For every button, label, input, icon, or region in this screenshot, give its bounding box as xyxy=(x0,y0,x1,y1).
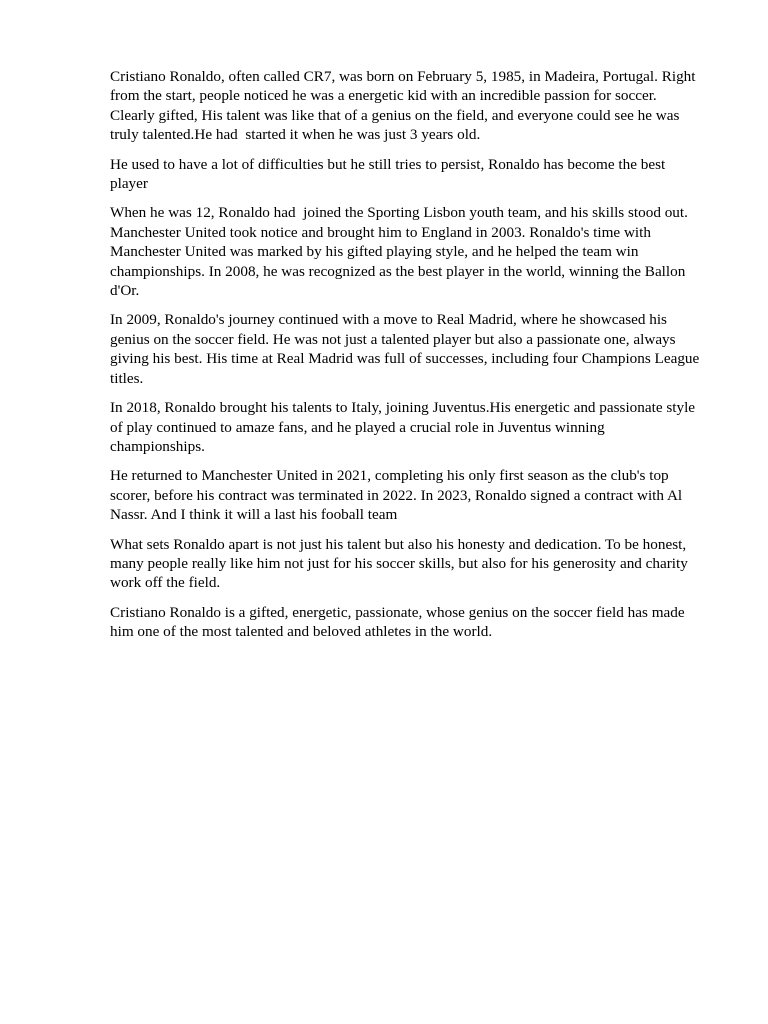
paragraph-7: What sets Ronaldo apart is not just his talent but also his honesty and dedication. To be honest, many people really like him not just for his soccer skills, but also for his generosity and charity work off the field. xyxy=(110,535,692,592)
paragraph-5: In 2018, Ronaldo brought his talents to Italy, joining Juventus.His energetic and passionate style of play continued to amaze fans, and he played a crucial role in Juventus winning championships. xyxy=(110,399,699,455)
document-body xyxy=(110,67,704,652)
paragraph-6: He returned to Manchester United in 2021, completing his only first season as the club's top scorer, before his contract was terminated in 2022. In 2023, Ronaldo signed a contract with Al Nassr. And I think it will a last his fooball team xyxy=(110,467,686,524)
paragraph-4: In 2009, Ronaldo's journey continued with a move to Real Madrid, where he showcased his genius on the soccer field. He was not just a talented player but also a passionate one, always giving his best. His time at Real Madrid was full of successes, including four Champions League titles. xyxy=(110,311,704,387)
paragraph-1: Cristiano Ronaldo, often called CR7, was born on February 5, 1985, in Madeira, Portugal. Right from the start, people noticed he was a energetic kid with an incredible passion for soccer. Clearly gifted, His talent was like that of a genius on the field, and everyone could see he was truly talented.He had started it when he was just 3 years old. xyxy=(110,68,700,144)
paragraph-2: He used to have a lot of difficulties but he still tries to persist, Ronaldo has become the best player xyxy=(110,155,670,193)
paragraph-8: Cristiano Ronaldo is a gifted, energetic, passionate, whose genius on the soccer field has made him one of the most talented and beloved athletes in the world. xyxy=(110,603,689,641)
paragraph-3: When he was 12, Ronaldo had joined the Sporting Lisbon youth team, and his skills stood out. Manchester United took notice and brought him to England in 2003. Ronaldo's time with Manchester United was marked by his gifted playing style, and he helped the team win championships. In 2008, he was recognized as the best player in the world, winning the Ballon d'Or. xyxy=(110,204,692,300)
